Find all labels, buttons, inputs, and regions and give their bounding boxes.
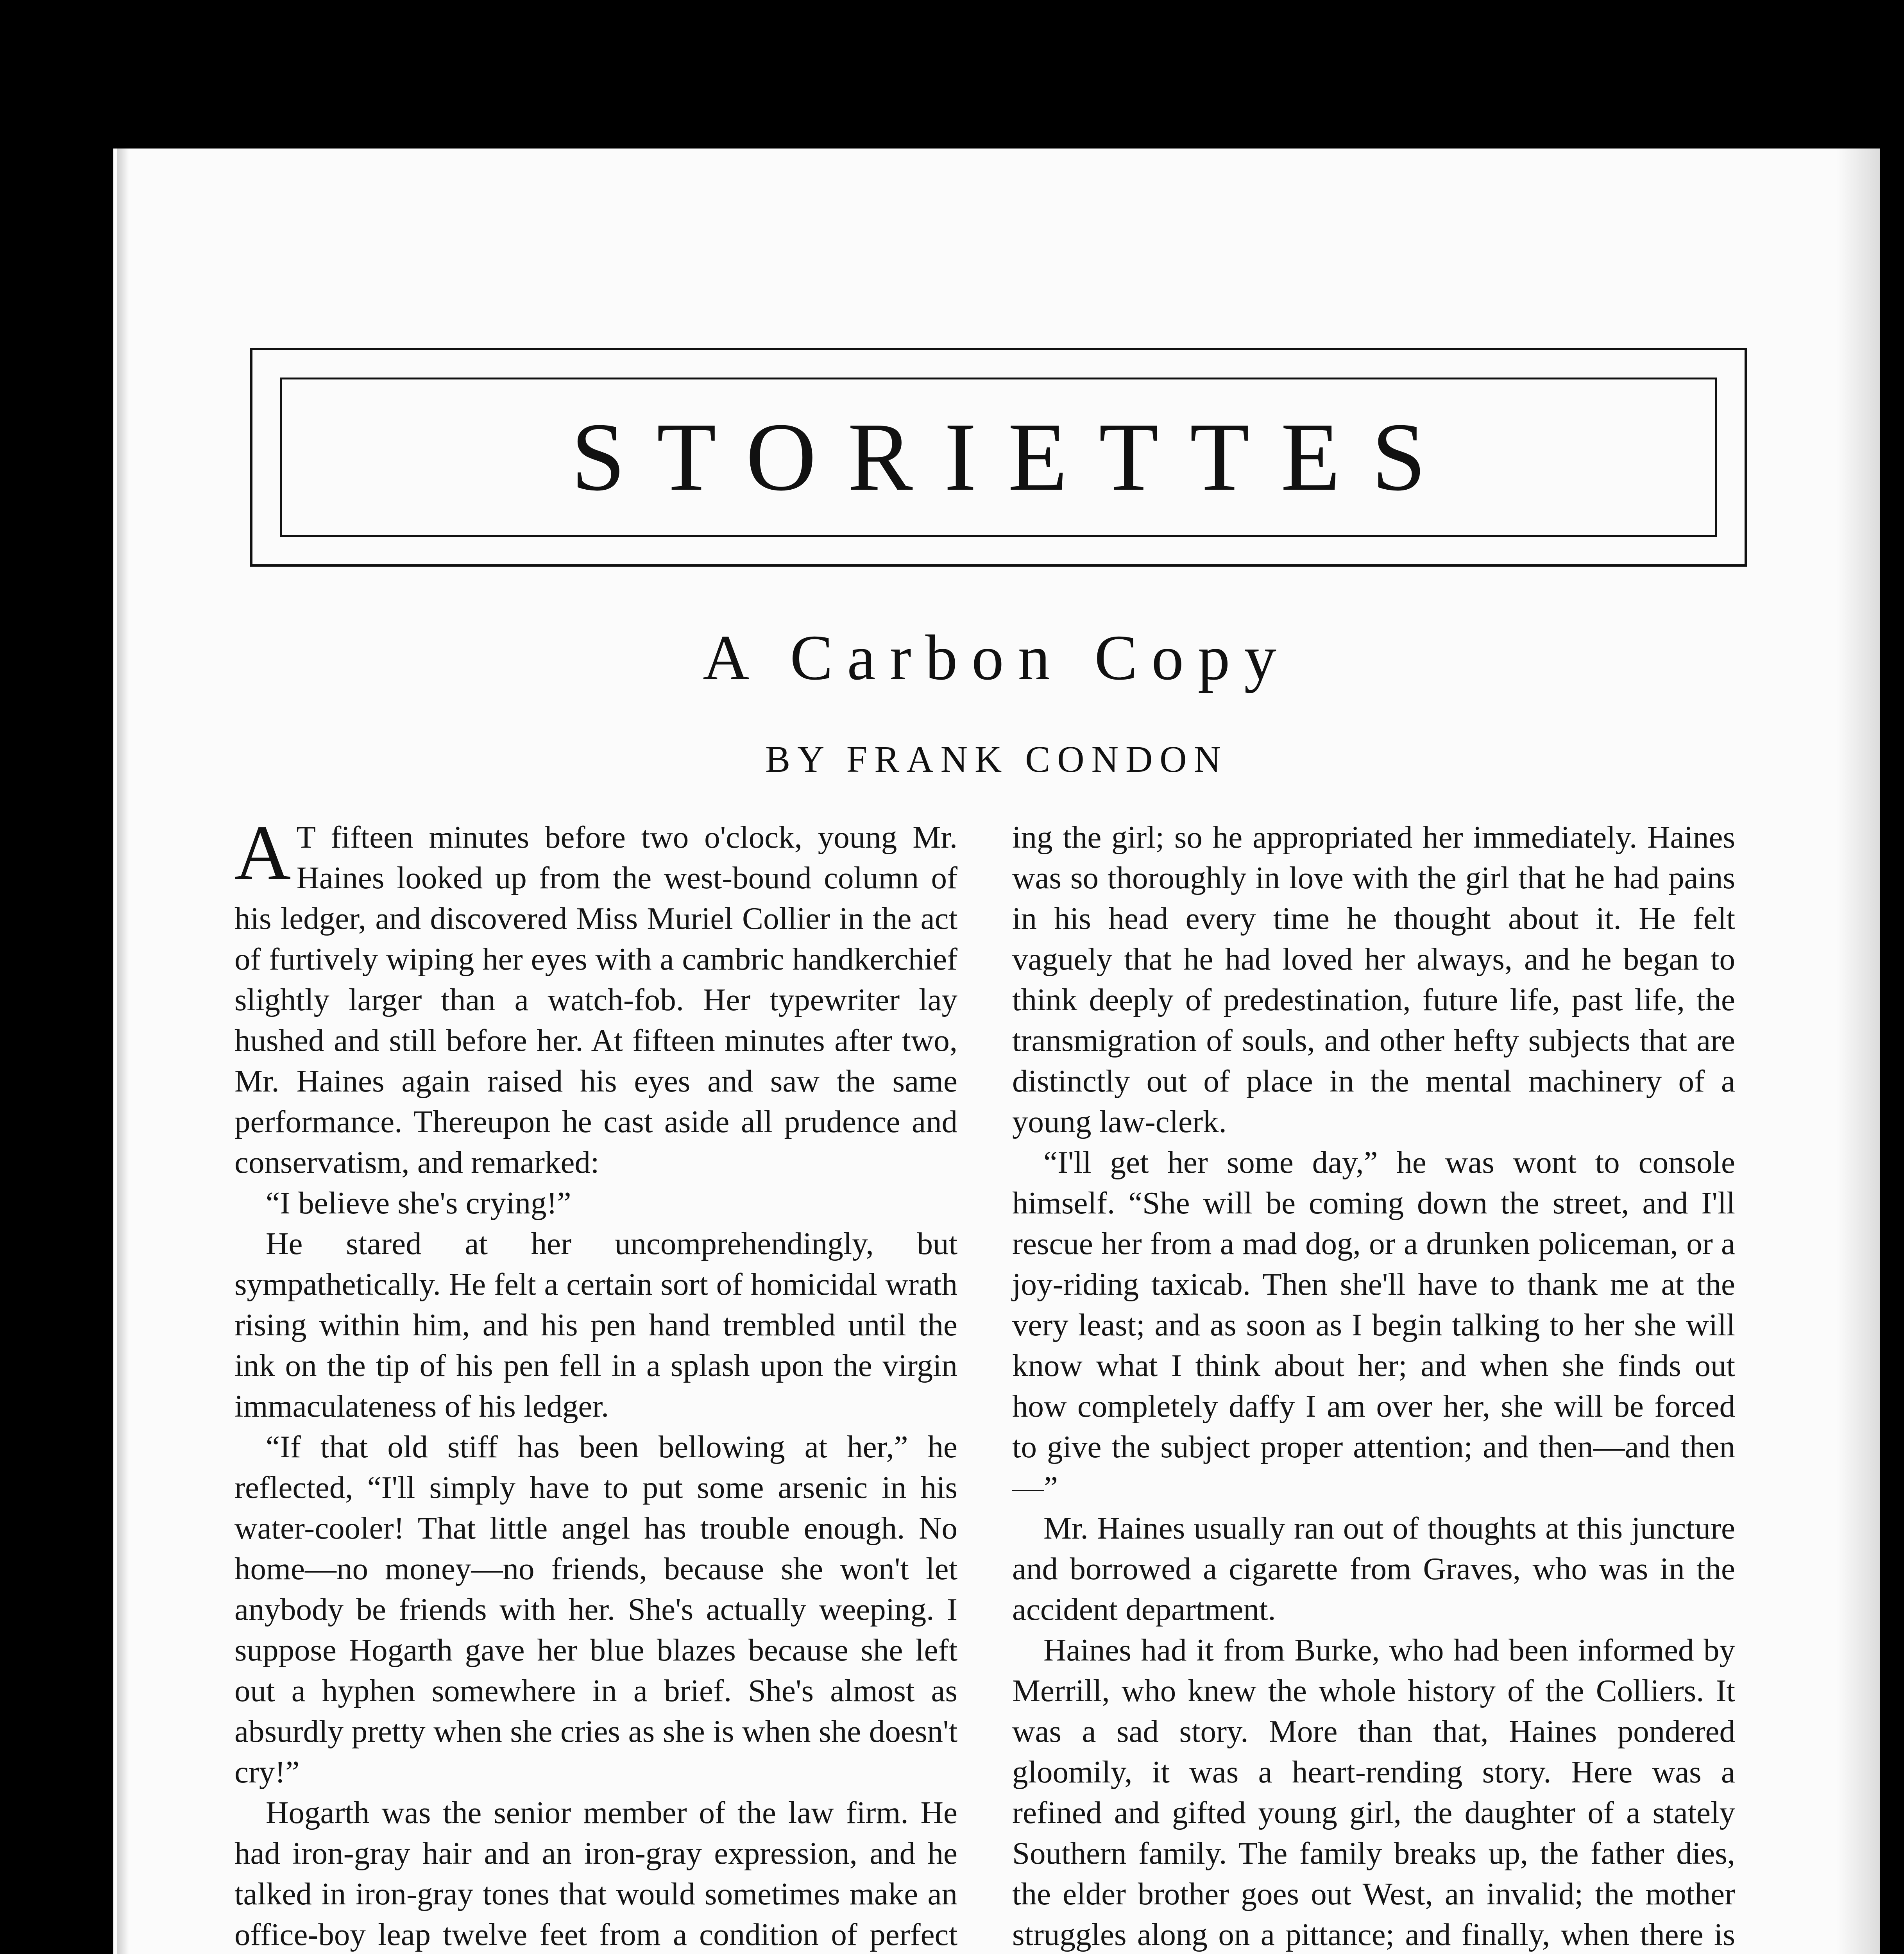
section-header-inner-frame xyxy=(280,378,1717,537)
section-header-box xyxy=(250,348,1747,567)
paragraph: He stared at her uncomprehendingly, but sympathetically. He felt a certain sort of homicidal wrath rising within him, and his pen hand trembled until the ink on the tip of his pen fell in a splash upon the virgin immaculateness of his ledger. xyxy=(234,1226,957,1424)
paragraph: “I'll get her some day,” he was wont to console himself. “She will be coming down the street, and I'll rescue her from a mad dog, or a drunken policeman, or a joy-riding taxicab. Then she'll have to thank me at the very least; and as soon as I begin talking to her she will know what I think about her; and when she finds out how completely daffy I am over her, she will be forced to give the subject proper attention; and then—and then—” xyxy=(1012,1145,1735,1505)
paragraph: Haines had it from Burke, who had been informed by Merrill, who knew the whole history of the Colliers. It was a sad story. More than that, Haines pondered gloomily, it was a heart-rending story. Here was a refined and gifted young girl, the daughter of a stately Southern family. The family breaks up, the father dies, the elder brother goes out West, an invalid; the mother struggles along on a pittance; and finally, when there is xyxy=(1012,1632,1735,1952)
text-column-left xyxy=(234,810,957,1954)
section-title: STORIETTES xyxy=(571,403,1457,511)
paragraph: Mr. Haines usually ran out of thoughts at this juncture and borrowed a cigarette from Graves, who was in the accident department. xyxy=(1012,1510,1735,1627)
paragraph: Hogarth was the senior member of the law firm. He had iron-gray hair and an iron-gray expression, and he talked in iron-gray tones that would sometimes make an office-boy leap twelve feet from a condition of perfect xyxy=(234,1795,957,1952)
paragraph-text: T fifteen minutes before two o'clock, young Mr. Haines looked up from the west-bound column of his ledger, and discovered Miss Muriel Collier in the act of furtively wiping her eyes with a cambric handkerchief slightly larger than a watch-fob. Her typewriter lay hushed and still before her. At fifteen minutes after two, Mr. Haines again raised his eyes and saw the same performance. Thereupon he cast aside all prudence and conservatism, and remarked: xyxy=(234,820,957,1180)
drop-cap: A xyxy=(234,810,291,896)
story-title: A Carbon Copy xyxy=(703,622,1290,693)
page-edge-shadow-left xyxy=(117,149,129,1954)
paragraph: “I believe she's crying!” xyxy=(266,1185,571,1220)
paragraph xyxy=(234,810,957,1183)
page-edge-shadow-right xyxy=(1837,149,1880,1954)
text-column-right xyxy=(1012,817,1735,1954)
byline: BY FRANK CONDON xyxy=(765,738,1228,780)
paragraph: “If that old stiff has been bellowing at her,” he reflected, “I'll simply have to put some arsenic in his water-cooler! That little angel has trouble enough. No home—no money—no friends, because she won't let anybody be friends with her. She's actually weeping. I suppose Hogarth gave her blue blazes because she left out a hyphen somewhere in a brief. She's almost as absurdly pretty when she cries as she is when she doesn't cry!” xyxy=(234,1429,957,1789)
paragraph: ing the girl; so he appropriated her immediately. Haines was so thoroughly in love with the girl that he had pains in his head every time he thought about it. He felt vaguely that he had loved her always, and he began to think deeply of predestination, future life, past life, the transmigration of souls, and other hefty subjects that are distinctly out of place in the mental machinery of a young law-clerk. xyxy=(1012,820,1735,1139)
